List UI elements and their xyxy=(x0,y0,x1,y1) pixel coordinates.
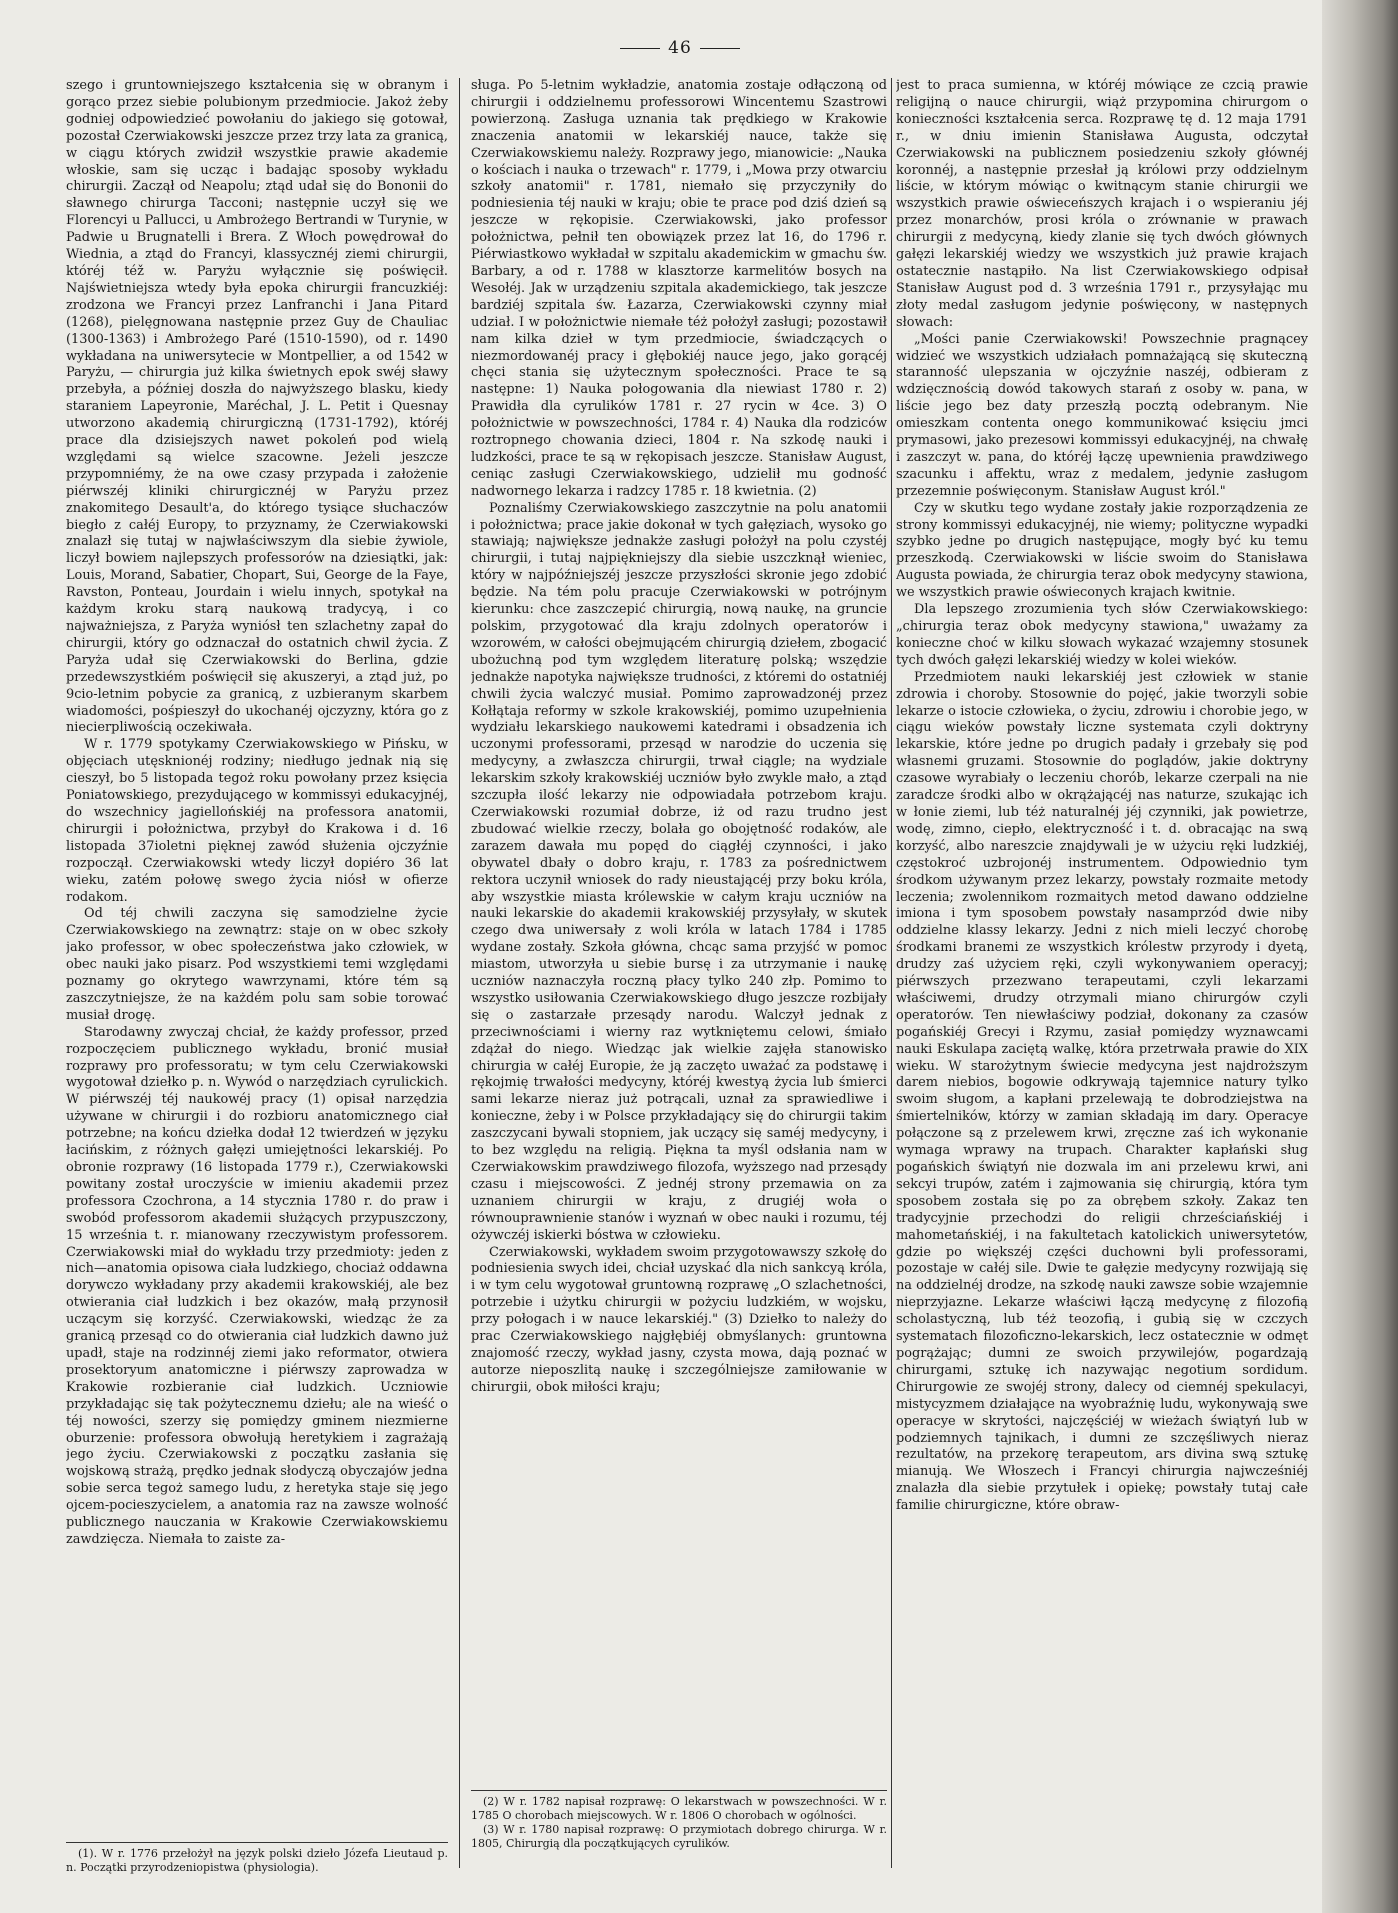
header-dash-right xyxy=(700,48,740,49)
paragraph: W r. 1779 spotykamy Czerwiakowskiego w Pińsku, w objęciach utęsknionéj rodziny; niedługo jednak nią się cieszył, bo 5 listopada tegoż roku powołany przez księcia Poniatowskiego, prezydującego w kommissyi edukacyjnéj, do wszechnicy jagiellońskiéj na professora anatomii, chirurgii i położnictwa, przybył do Krakowa i d. 16 listopada 37ioletni pięknej zawód służenia ojczyźnie rozpoczął. Czerwiakowski wtedy liczył dopiéro 36 lat wieku, zatém połowę swego życia niósł w ofierze rodakom. xyxy=(66,737,448,905)
column-divider xyxy=(459,78,460,1868)
footnote: (2) W r. 1782 napisał rozprawę: O lekarstwach w powszechności. W r. 1785 O chorobach miejscowych. W r. 1806 O chorobach w ogólności. xyxy=(471,1795,887,1822)
paragraph: jest to praca sumienna, w któréj mówiące ze czcią prawie religijną o nauce chirurgii, wiąż przypomina chirurgom o konieczności kształcenia serca. Rozprawę tę d. 12 maja 1791 r., w dniu imienin Stanisława Augusta, odczytał Czerwiakowski na publicznem posiedzeniu szkoły głównéj koronnéj, a następnie przesłał ją królowi przy oddzielnym liście, w którym mówiąc o kwitnącym stanie chirurgii we wszystkich prawie oświeceńszych krajach i o wspieraniu jéj przez monarchów, prosi króla o zrównanie w prawach chirurgii z medycyną, kiedy zlanie się tych dwóch głównych gałęzi lekarskiéj wiedzy we wszystkich już prawie krajach ostatecznie nastąpiło. Na list Czerwiakowskiego odpisał Stanisław August pod d. 3 września 1791 r., przysyłając mu złoty medal zasługom jedynie poświęcony, w następnych słowach: xyxy=(896,78,1308,330)
paragraph: Od téj chwili zaczyna się samodzielne życie Czerwiakowskiego na zewnątrz: staje on w obec szkoły jako professor, w obec społeczeństwa jako człowiek, w obec nauki jako pisarz. Pod wszystkiemi temi względami poznamy go okrytego wawrzynami, które tém są zaszczytniejsze, że na każdém polu sam sobie torować musiał drogę. xyxy=(66,906,448,1023)
footnotes-column-2 xyxy=(471,1790,887,1851)
paragraph: Poznaliśmy Czerwiakowskiego zaszczytnie na polu anatomii i położnictwa; prace jakie dokonał w tych gałęziach, wysoko go stawiają; największe jednakże zasługi położył na polu czystéj chirurgii, i tutaj najpiękniejszy dla siebie uszczknął wieniec, który w najpóźniejszéj jeszcze przyszłości skronie jego zdobić będzie. Na tém polu pracuje Czerwiakowski w potrójnym kierunku: chce zaszczepić chirurgią, nową naukę, na gruncie polskim, przygotować dla kraju zdolnych operatorów i wzorowém, w całości obejmującém chirurgią dziełem, zbogacić ubożuchną pod tym względem literaturę polską; wszędzie jednakże napotyka największe trudności, z któremi do ostatniéj chwili życia walczyć musiał. Pomimo zaprowadzonéj przez Kołłątaja reformy w szkole krakowskiéj, pomimo uzupełnienia wydziału lekarskiego naukowemi katedrami i obsadzenia ich uczonymi professorami, przesąd w narodzie do uczenia się medycyny, a zwłaszcza chirurgii, trwał ciągle; na wydziale lekarskim szkoły krakowskiéj uczniów było zwykle mało, a ztąd szczupła ilość lekarzy nie odpowiadała potrzebom kraju. Czerwiakowski rozumiał dobrze, iż od razu trudno jest zbudować wielkie rzeczy, bolała go obojętność rodaków, ale zarazem dawała mu popęd do ciągłéj czynności, i jako obywatel dbały o dobro kraju, r. 1783 za pośrednictwem rektora uczynił wniosek do rady nieustającéj przy boku króla, aby wszystkie miasta królewskie w całym kraju uczniów na nauki lekarskie do akademii krakowskiéj przysyłały, w skutek czego dwa uniwersały z woli króla w latach 1784 i 1785 wydane zostały. Szkoła główna, chcąc sama przyjść w pomoc miastom, utworzyła u siebie bursę i za utrzymanie i naukę uczniów naznaczyła roczną płacy tylko 240 złp. Pomimo to wszystko usiłowania Czerwiakowskiego długo jeszcze rozbijały się o zastarzałe przesądy narodu. Walczył jednak z przeciwnościami i wierny raz wytkniętemu celowi, śmiało zdążał do niego. Wiedząc jak wielkie zajęła stanowisko chirurgia w całéj Europie, że ją zaczęto uważać za podstawę i rękojmię trwałości medycyny, któréj kwestyą życia lub śmierci sami lekarze nieraz już potrącali, uznał za sprawiedliwe i konieczne, żeby i w Polsce przykładający się do chirurgii takim zaszczycani bywali stopniem, jak uczący się saméj medycyny, i to bez względu na religią. Piękna ta myśl odsłania nam w Czerwiakowskim prawdziwego filozofa, wyższego nad przesądy czasu i miejscowości. Z jednéj strony przemawia on za uznaniem chirurgii w kraju, z drugiéj woła o równouprawnienie stanów i wyznań w obec nauki i rozumu, téj ożywczéj iskierki bóstwa w człowieku. xyxy=(471,500,887,1243)
paragraph: Starodawny zwyczaj chciał, że każdy professor, przed rozpoczęciem publicznego wykładu, bronić musiał rozprawy pro professoratu; w tym celu Czerwiakowski wygotował dziełko p. n. Wywód o narzędziach cyrulickich. W piérwszéj téj naukowéj pracy (1) opisał narzędzia używane w chirurgii i do rozbioru anatomicznego ciał potrzebne; na końcu dziełka dodał 12 twierdzeń w języku łacińskim, z różnych gałęzi umiejętności lekarskiéj. Po obronie rozprawy (16 listopada 1779 r.), Czerwiakowski powitany został uroczyście w imieniu akademii przez professora Czochrona, a 14 stycznia 1780 r. do praw i swobód professorom akademii służących przypuszczony, 15 września t. r. mianowany rzeczywistym professorem. Czerwiakowski miał do wykładu trzy przedmioty: jeden z nich—anatomia opisowa ciała ludzkiego, chociaż oddawna dorywczo wykładany przy akademii krakowskiéj, ale bez otwierania ciał ludzkich i bez okazów, małą przynosił uczącym się korzyść. Czerwiakowski, wiedząc że za granicą przesąd co do otwierania ciał ludzkich dawno już upadł, staje na rodzinnéj ziemi jako reformator, otwiera prosektoryum anatomiczne i piérwszy zaprowadza w Krakowie rozbieranie ciał ludzkich. Uczniowie przykładając się tak pożytecznemu dziełu; ale na wieść o téj nowości, szerzy się pomiędzy gminem niezmierne oburzenie: professora obwołują heretykiem i zagrażają jego życiu. Czerwiakowski z początku zasłania się wojskową strażą, prędko jednak słodyczą obyczajów jedna sobie serca tegoż samego ludu, z heretyka staje się jego ojcem-pocieszycielem, a anatomia raz na zawsze wolność publicznego nauczania w Krakowie Czerwiakowskiemu zawdzięcza. Niemała to zaiste za- xyxy=(66,1024,448,1547)
text-column-1 xyxy=(66,78,448,1798)
footnotes-column-1 xyxy=(66,1842,448,1875)
header-dash-left xyxy=(620,48,660,49)
footnote: (1). W r. 1776 przełożył na język polski dzieło Józefa Lieutaud p. n. Początki przyrodzeniopistwa (physiologia). xyxy=(66,1847,448,1874)
page-number: 46 xyxy=(668,38,692,58)
column-divider xyxy=(891,78,892,1868)
page-header xyxy=(600,38,760,62)
paragraph: szego i gruntowniejszego kształcenia się w obranym i gorąco przez siebie polubionym przedmiocie. Jakoż żeby godniej odpowiedzieć powołaniu do jakiego się gotował, pozostał Czerwiakowski jeszcze przez trzy lata za granicą, w ciągu których zwidził wszystkie prawie akademie włoskie, sam się ucząc i badając sposoby wykładu chirurgii. Zaczął od Neapolu; ztąd udał się do Bononii do sławnego chirurga Tacconi; następnie uczył się we Florencyi u Pallucci, u Ambrożego Bertrandi w Turynie, w Padwie u Brugnatelli i Brera. Z Włoch powędrował do Wiednia, a ztąd do Francyi, klassycznéj ziemi chirurgii, któréj též w. Paryżu wyłącznie się poświęcił. Najświetniejsza wtedy była epoka chirurgii francuzkiéj: zrodzona we Francyi przez Lanfranchi i Jana Pitard (1268), pielęgnowana następnie przez Guy de Chauliac (1300-1363) i Ambrożego Paré (1510-1590), od r. 1490 wykładana na uniwersytecie w Montpellier, a od 1542 w Paryżu, — chirurgia już kilka świetnych epok swéj sławy przebyła, a później doszła do najwyższego blasku, kiedy staraniem Lapeyronie, Maréchal, J. L. Petit i Quesnay utworzono akademią chirurgiczną (1731-1792), któréj prace dla dzisiejszych nawet pokoleń pod wielą względami są wielce szacowne. Jeżeli jeszcze przypomniémy, że na owe czasy przypada i założenie piérwszéj kliniki chirurgicznéj w Paryżu przez znakomitego Desault'a, do którego tysiące słuchaczów biegło z całéj Europy, to przyznamy, że Czerwiakowski znalazł się tutaj w najwłaściwszym dla siebie żywiole, liczył bowiem najlepszych professorów na dziesiątki, jak: Louis, Morand, Sabatier, Chopart, Sui, George de la Faye, Ravston, Ponteau, Jourdain i wielu innych, spotykał na każdym kroku starą naukową tradycyą, i co najważniejsza, z Paryża wyniósł ten szlachetny zapał do chirurgii, który go odznaczał do ostatnich chwil życia. Z Paryża udał się Czerwiakowski do Berlina, gdzie przedewszystkiém poświęcił się akuszeryi, a ztąd już, po 9cio-letnim pobycie za granicą, z uzbieranym skarbem wiadomości, pośpieszył do ukochanéj ojczyzny, która go z niecierpliwością oczekiwała. xyxy=(66,78,448,736)
paragraph: Przedmiotem nauki lekarskiéj jest człowiek w stanie zdrowia i choroby. Stosownie do pojęć, jakie tworzyli sobie lekarze o istocie człowieka, o życiu, zdrowiu i chorobie jego, w ciągu wieków powstały liczne systemata czyli doktryny lekarskie, które jedne po drugich padały i grzebały się pod własnemi gruzami. Stosownie do poglądów, jakie doktryny czasowe wyrabiały o leczeniu chorób, lekarze czerpali na nie zaradcze środki albo w okrążającéj nas naturze, szukając ich w łonie ziemi, lub téż naturalnéj jéj czynniki, jak powietrze, wodę, zimno, ciepło, elektryczność i t. d. obracając na swą korzyść, albo nareszcie znajdywali je w użyciu ręki ludzkiéj, częstokroć uzbrojonéj instrumentem. Odpowiednio tym środkom używanym przez lekarzy, powstały rozmaite metody leczenia; zwolennikom rozmaitych metod dawano oddzielne imiona i tym sposobem powstały nasamprzód dwie niby oddzielne klassy lekarzy. Jedni z nich mieli leczyć chorobę środkami branemi ze wszystkich królestw przyrody i dyetą, drudzy zaś użyciem ręki, czyli wykonywaniem operacyj; piérwszych przezwano terapeutami, czyli lekarzami właściwemi, drudzy otrzymali miano chirurgów czyli operatorów. Ten niewłaściwy podział, dokonany za czasów pogańskiéj Grecyi i Rzymu, zasiał pomiędzy wyznawcami nauki Eskulapa zaciętą walkę, która przetrwała prawie do XIX wieku. W starożytnym świecie medycyna jest najdroższym darem niebios, bogowie odkrywają tajemnice natury tylko swoim sługom, a kapłani przelewają te dobrodziejstwa na śmiertelników, którzy w zamian składają im dary. Operacye połączone są z przelewem krwi, zręczne zaś ich wykonanie wymaga wprawy na trupach. Charakter kapłański sług pogańskich świątyń nie dozwala im ani przelewu krwi, ani sekcyi trupów, zatém i zajmowania się chirurgią, która tym sposobem została się po za obrębem szkoły. Zakaz ten tradycyjnie przechodzi do religii chrześciańskiéj i mahometańskiéj, i na fakultetach katolickich uniwersytetów, gdzie po większéj części duchowni byli professorami, pozostaje w całéj sile. Dwie te gałęzie medycyny rozwijają się na oddzielnéj drodze, na szkodę nauki zawsze sobie wzajemnie nieprzyjazne. Lekarze właściwi łączą medycynę z filozofią scholastyczną, lub téż teozofią, i gubią się w czczych systematach filozoficzno-lekarskich, lecz ostatecznie w odmęt pogrążając; dumni ze swoich przywilejów, pogardzają chirurgami, sztukę ich nazywając negotium sordidum. Chirurgowie ze swojéj strony, dalecy od ciemnéj spekulacyi, mistycyzmem działające na wyobraźnię ludu, wykonywają swe operacye w skrytości, najczęściéj w wieżach świątyń lub w podziemnych tajnikach, i dumni ze szczęśliwych nieraz rezultatów, na przekorę terapeutom, ars divina swą sztukę mianują. We Włoszech i Francyi chirurgia najwcześniéj znalazła dla siebie przytułek i opiekę; powstały tutaj całe familie chirurgiczne, które obraw- xyxy=(896,669,1308,1514)
text-column-2 xyxy=(471,78,887,1783)
paragraph: sługa. Po 5-letnim wykładzie, anatomia zostaje odłączoną od chirurgii i oddzielnemu professorowi Wincentemu Szastrowi powierzoną. Zasługa uznania tak prędkiego w Krakowie znaczenia anatomii w lekarskiéj nauce, także się Czerwiakowskiemu należy. Rozprawy jego, mianowicie: „Nauka o kościach i nauka o trzewach" r. 1779, i „Mowa przy otwarciu szkoły anatomii" r. 1781, niemało się przyczyniły do podniesienia téj nauki w kraju; obie te prace pod dziś dzień są jeszcze w rękopisie. Czerwiakowski, jako professor położnictwa, pełnił ten obowiązek przez lat 16, do 1796 r. Piérwiastkowo wykładał w szpitalu akademickim w gmachu św. Barbary, a od r. 1788 w klasztorze karmelitów bosych na Wesołéj. Jak w urządzeniu szpitala akademickiego, tak jeszcze bardziéj szpitala św. Łazarza, Czerwiakowski czynny miał udział. I w położnictwie niemałe téż położył zasługi; pozostawił nam kilka dzieł w tym przedmiocie, świadczących o niezmordowanéj pracy i głębokiéj nauce jego, jako gorącéj chęci stania się użytecznym społeczności. Prace te są następne: 1) Nauka połogowania dla niewiast 1780 r. 2) Prawidła dla cyrulików 1781 r. 27 rycin w 4ce. 3) O położnictwie w powszechności, 1784 r. 4) Nauka dla rodziców roztropnego chowania dzieci, 1804 r. Na szkodę nauki i ludzkości, prace te są w rękopisach jeszcze. Stanisław August, ceniąc zasługi Czerwiakowskiego, udzielił mu godność nadwornego lekarza i radzcy 1785 r. 18 kwietnia. (2) xyxy=(471,78,887,499)
paragraph: Dla lepszego zrozumienia tych słów Czerwiakowskiego: „chirurgia teraz obok medycyny stawiona," uważamy za konieczne choć w kilku słowach wykazać wzajemny stosunek tych dwóch gałęzi lekarskiéj wiedzy w kolei wieków. xyxy=(896,602,1308,668)
text-column-3 xyxy=(896,78,1308,1903)
footnote: (3) W r. 1780 napisał rozprawę: O przymiotach dobrego chirurga. W r. 1805, Chirurgią dla początkujących cyrulików. xyxy=(471,1823,887,1850)
page-edge-shadow xyxy=(1322,0,1398,1913)
paragraph: Czy w skutku tego wydane zostały jakie rozporządzenia ze strony kommissyi edukacyjnéj, nie wiemy; polityczne wypadki szybko jedne po drugich następujące, mogły być ku temu przeszkodą. Czerwiakowski w liście swoim do Stanisława Augusta powiada, że chirurgia teraz obok medycyny stawiona, we wszystkich prawie oświeconych krajach kwitnie. xyxy=(896,500,1308,601)
paragraph: „Mości panie Czerwiakowski! Powszechnie pragnącey widzieć we wszystkich udziałach pomnażającą się skuteczną staranność ulepszania w ojczyźnie naszéj, odbieram z wdzięcznością dowód takowych starań z osoby w. pana, w liście jego bez daty przeszłą pocztą odebranym. Nie omieszkam contenta onego kommunikować księciu jmci prymasowi, jako prezesowi kommissyi edukacyjnéj, na chwałę i zaszczyt w. pana, do któréj łączę upewnienia prawdziwego szacunku i affektu, wraz z medalem, jedynie zasługom przezemnie poświęconym. Stanisław August król." xyxy=(896,331,1308,499)
paragraph: Czerwiakowski, wykładem swoim przygotowawszy szkołę do podniesienia swych idei, chciał uzyskać dla nich sankcyą króla, i w tym celu wygotował gruntowną rozprawę „O szlachetności, potrzebie i użytku chirurgii w pożyciu ludzkiém, w wojsku, przy połogach i w nauce lekarskiéj." (3) Dziełko to należy do prac Czerwiakowskiego najgłębiéj obmyślanych: gruntowna znajomość rzeczy, wykład jasny, czysta mowa, dają poznać w autorze nieposzlitą naukę i szczególniejsze zamiłowanie w chirurgii, obok miłości kraju; xyxy=(471,1244,887,1395)
